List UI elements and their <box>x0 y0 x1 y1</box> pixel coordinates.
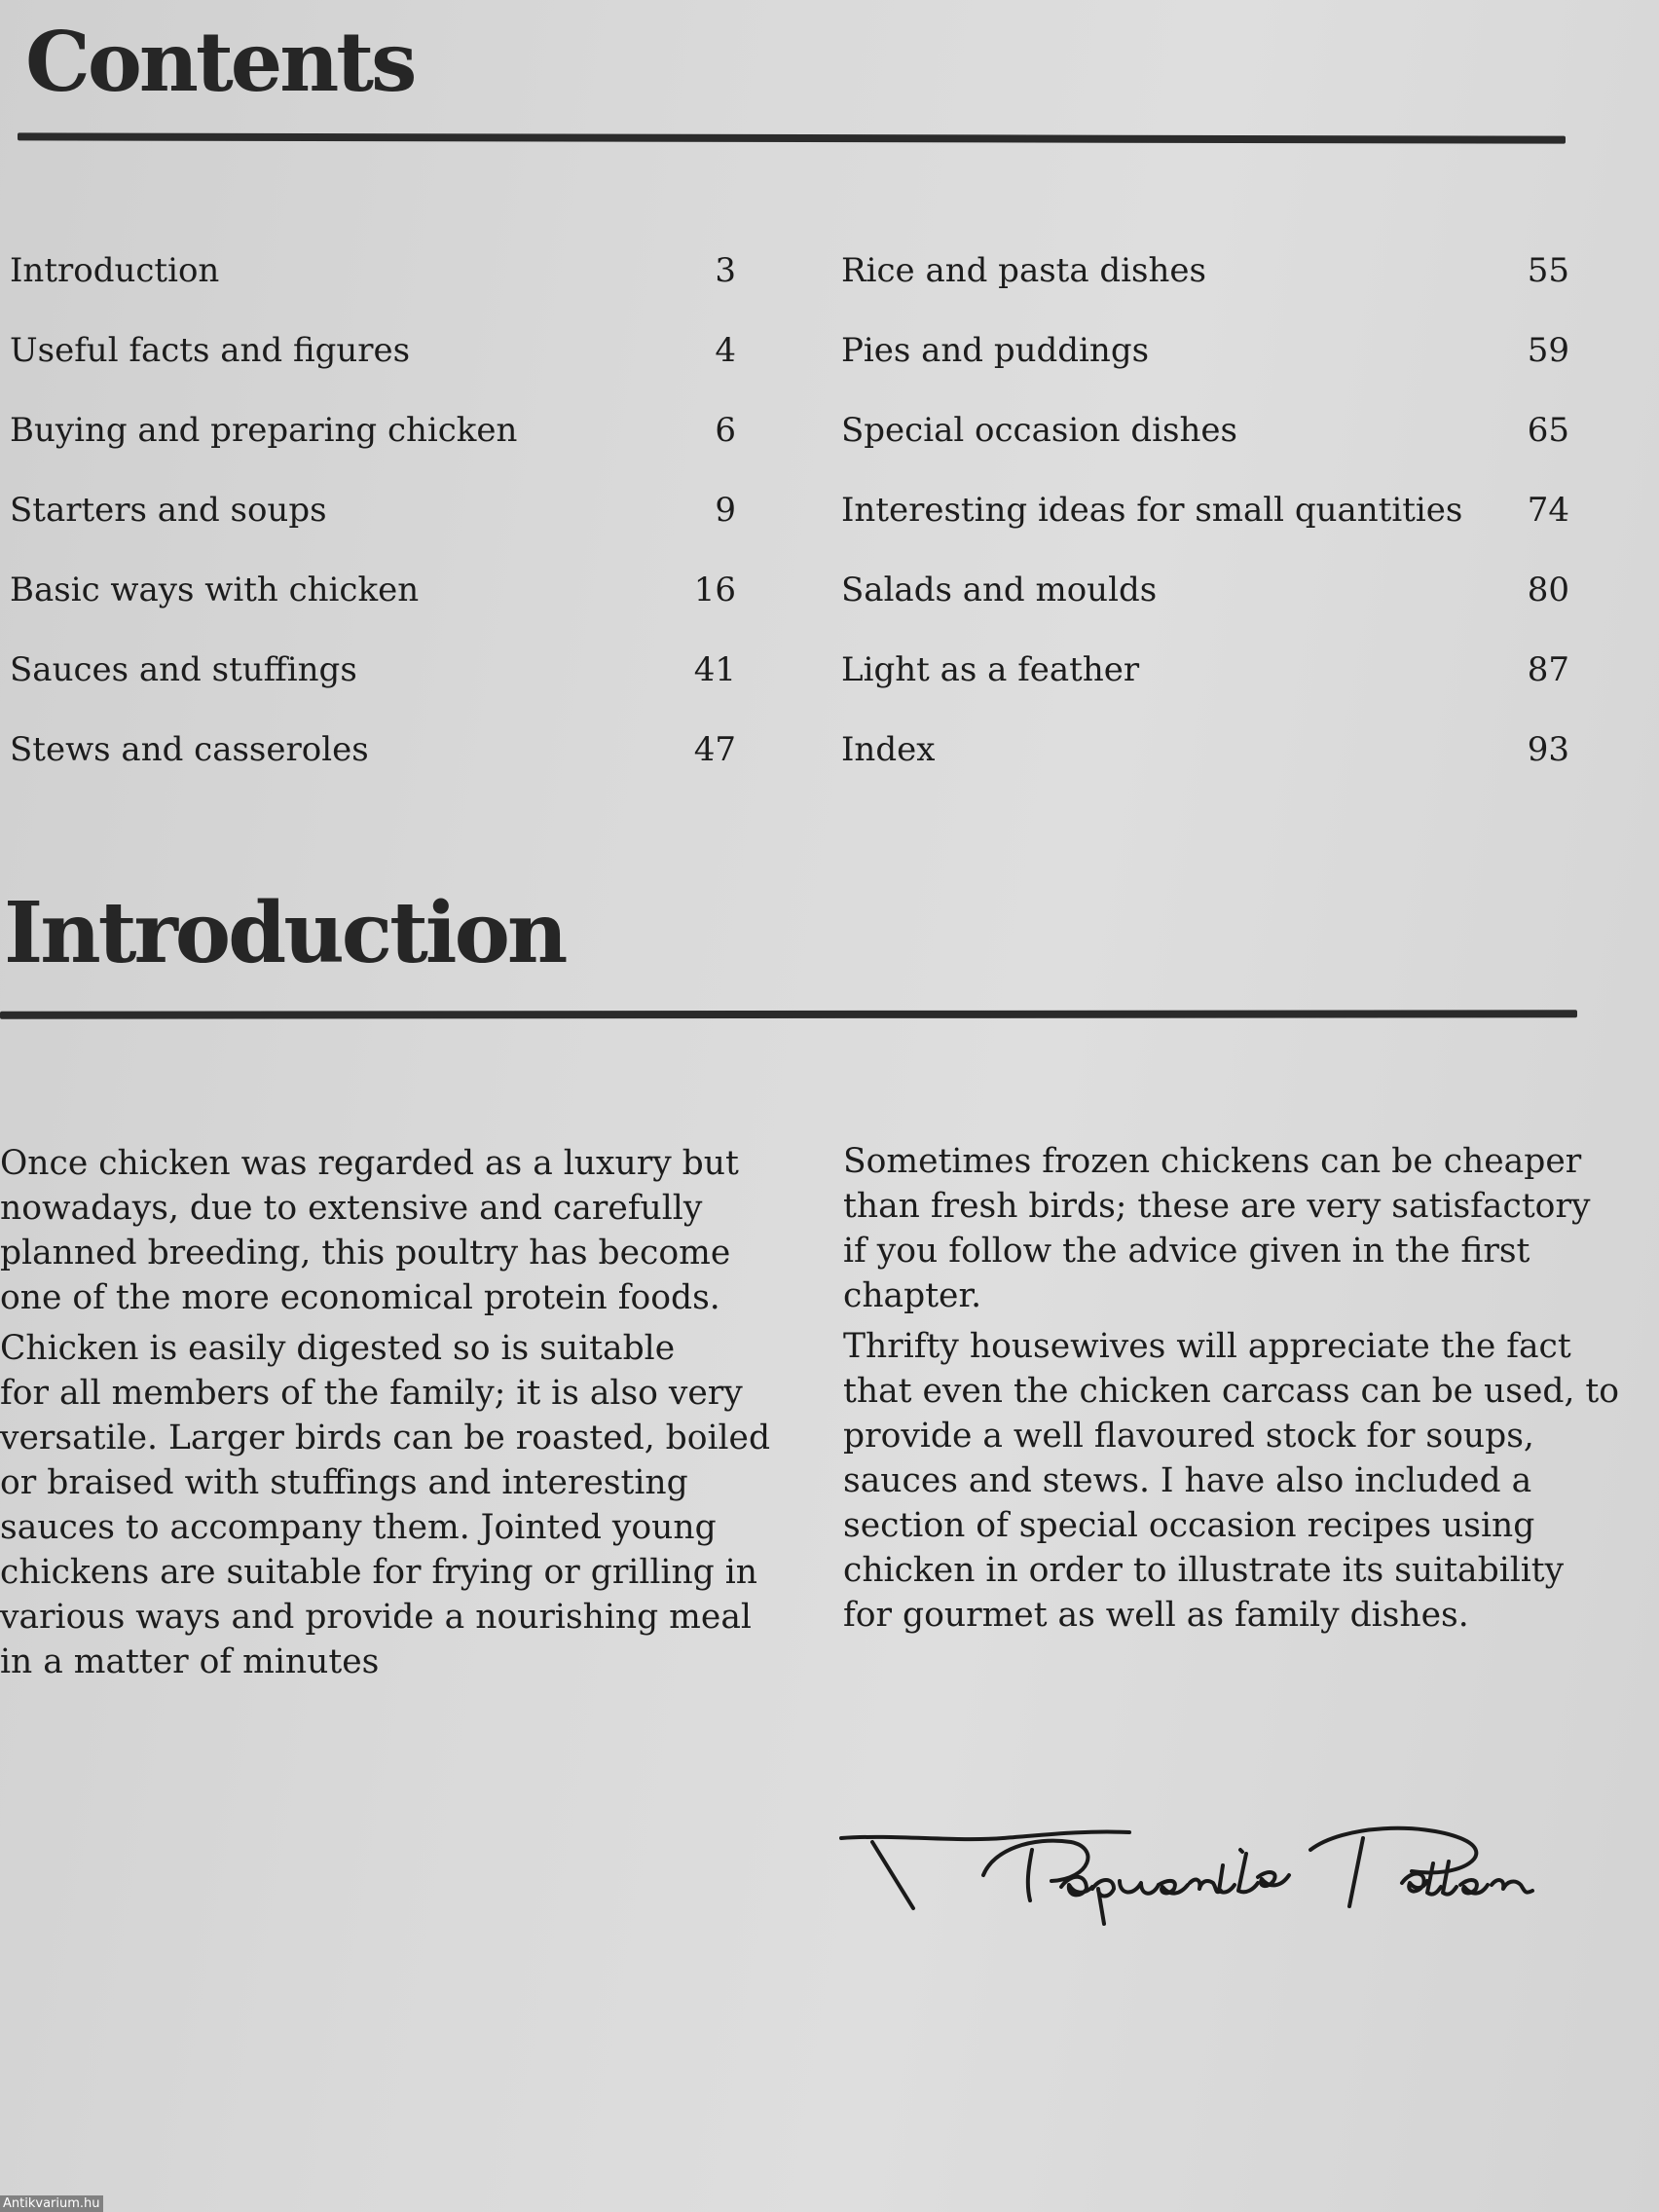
toc-entry-title: Starters and soups <box>10 491 327 530</box>
toc-entry-page: 80 <box>1527 571 1569 609</box>
introduction-divider <box>0 1010 1577 1018</box>
text-line: Thrifty housewives will appreciate the fact <box>843 1327 1571 1366</box>
toc-entry <box>841 411 1573 491</box>
toc-entry-title: Light as a feather <box>841 650 1140 689</box>
toc-entry <box>0 491 740 571</box>
text-line: chickens are suitable for frying or grilling in <box>0 1553 757 1592</box>
watermark: Antikvarium.hu <box>0 2195 103 2212</box>
text-line: Once chicken was regarded as a luxury but <box>0 1144 739 1183</box>
text-line: sauces and stews. I have also included a <box>843 1461 1532 1500</box>
toc-entry-title: Useful facts and figures <box>10 331 411 370</box>
toc-entry-title: Rice and pasta dishes <box>841 251 1206 290</box>
toc-entry-title: Introduction <box>10 251 220 290</box>
toc-entry-title: Stews and casseroles <box>10 730 369 769</box>
toc-entry-page: 65 <box>1527 411 1569 450</box>
toc-entry-title: Salads and moulds <box>841 571 1158 609</box>
text-line: one of the more economical protein foods. <box>0 1278 720 1317</box>
toc-entry-page: 16 <box>693 571 736 609</box>
contents-heading: Contents <box>25 14 415 110</box>
toc-entry-title: Special occasion dishes <box>841 411 1237 450</box>
text-line: nowadays, due to extensive and carefully <box>0 1189 703 1228</box>
author-signature <box>837 1821 1558 1928</box>
toc-entry-page: 41 <box>693 650 736 689</box>
text-line: in a matter of minutes <box>0 1642 380 1681</box>
toc-entry <box>841 331 1573 411</box>
intro-right-column <box>843 1139 1620 1638</box>
toc-entry-page: 55 <box>1527 251 1569 290</box>
toc-entry <box>0 571 740 650</box>
toc-entry-page: 87 <box>1527 650 1569 689</box>
text-line: if you follow the advice given in the first <box>843 1232 1530 1271</box>
toc-entry-page: 93 <box>1527 730 1569 769</box>
toc-entry-page: 6 <box>715 411 736 450</box>
toc-entry <box>0 650 740 730</box>
text-line: Sometimes frozen chickens can be cheaper <box>843 1142 1582 1181</box>
text-line: or braised with stuffings and interesting <box>0 1463 688 1502</box>
text-line: that even the chicken carcass can be used, to <box>843 1372 1620 1411</box>
text-line: Chicken is easily digested so is suitable <box>0 1329 676 1368</box>
text-line: chicken in order to illustrate its suitability <box>843 1551 1565 1590</box>
toc-entry <box>0 730 740 810</box>
text-line: for gourmet as well as family dishes. <box>843 1596 1469 1635</box>
intro-left-column <box>0 1141 771 1684</box>
toc-entry-page: 59 <box>1527 331 1569 370</box>
text-line: versatile. Larger birds can be roasted, boiled <box>0 1419 771 1457</box>
text-line: section of special occasion recipes using <box>843 1506 1535 1545</box>
text-line: for all members of the family; it is also very <box>0 1374 743 1413</box>
text-line: various ways and provide a nourishing meal <box>0 1598 752 1637</box>
intro-paragraph <box>0 1326 771 1684</box>
text-line: provide a well flavoured stock for soups, <box>843 1417 1534 1456</box>
intro-paragraph <box>843 1139 1591 1318</box>
contents-divider <box>18 132 1566 143</box>
toc-entry-page: 47 <box>693 730 736 769</box>
toc-entry <box>0 251 740 331</box>
toc-right-column <box>841 251 1573 810</box>
toc-entry-page: 9 <box>715 491 736 530</box>
toc-entry-title: Pies and puddings <box>841 331 1150 370</box>
toc-entry <box>841 650 1573 730</box>
text-line: chapter. <box>843 1276 982 1315</box>
introduction-heading: Introduction <box>4 884 566 982</box>
intro-paragraph <box>0 1141 739 1320</box>
toc-entry-title: Basic ways with chicken <box>10 571 420 609</box>
toc-entry <box>841 571 1573 650</box>
toc-entry-title: Sauces and stuffings <box>10 650 357 689</box>
toc-entry-title: Buying and preparing chicken <box>10 411 518 450</box>
toc-entry-page: 4 <box>715 331 736 370</box>
toc-entry <box>841 251 1573 331</box>
toc-entry-page: 3 <box>715 251 736 290</box>
intro-paragraph <box>843 1324 1620 1638</box>
toc-left-column <box>0 251 740 810</box>
toc-entry-page: 74 <box>1527 491 1569 530</box>
toc-entry-title: Interesting ideas for small quantities <box>841 491 1463 530</box>
toc-entry <box>841 491 1573 571</box>
toc-entry <box>841 730 1573 810</box>
toc-entry <box>0 331 740 411</box>
text-line: than fresh birds; these are very satisfactory <box>843 1187 1591 1226</box>
text-line: sauces to accompany them. Jointed young <box>0 1508 717 1547</box>
toc-entry <box>0 411 740 491</box>
text-line: planned breeding, this poultry has become <box>0 1234 731 1272</box>
toc-entry-title: Index <box>841 730 936 769</box>
